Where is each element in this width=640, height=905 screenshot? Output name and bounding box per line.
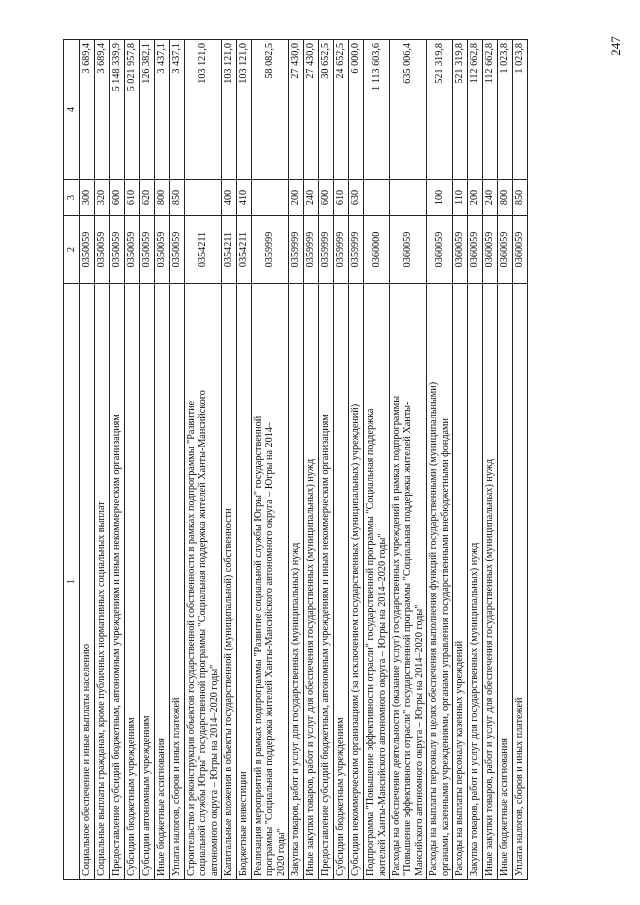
row-name-cell — [483, 284, 498, 880]
header-cell-type: 3 — [64, 180, 80, 216]
row-code-cell: 0350059 — [110, 216, 125, 284]
row-name-line: социальной службы Югры" государственной программы "Социальная поддержка жителей Ханты-Мансийского — [197, 390, 209, 876]
row-type-cell: 240 — [304, 180, 319, 216]
row-sum-cell: 1 023,8 — [498, 40, 513, 180]
row-code-cell: 0360059 — [453, 216, 468, 284]
row-code-cell: 0360000 — [364, 216, 390, 284]
budget-table-rotated — [63, 40, 526, 880]
table-row — [319, 40, 334, 880]
row-type-cell: 200 — [468, 180, 483, 216]
row-name-line: Закупка товаров, работ и услуг для государственных (муниципальных) нужд — [290, 542, 302, 876]
row-name-cell — [125, 284, 140, 880]
table-row — [170, 40, 185, 880]
table-row — [390, 40, 427, 880]
row-name-cell — [390, 284, 427, 880]
row-name-line: 2020 годы" — [275, 828, 287, 876]
row-code-cell: 0350059 — [95, 216, 110, 284]
row-code-cell: 0350059 — [80, 216, 95, 284]
row-type-cell: 600 — [110, 180, 125, 216]
row-name-line: Субсидии бюджетным учреждениям — [335, 717, 347, 876]
row-code-cell: 0350059 — [140, 216, 155, 284]
row-name-cell — [110, 284, 125, 880]
row-name-cell — [222, 284, 237, 880]
row-type-cell: 600 — [319, 180, 334, 216]
row-name-line: Капитальные вложения в объекты государственной (муниципальной) собственности — [223, 508, 235, 876]
table-row — [304, 40, 319, 880]
row-sum-cell: 3 437,1 — [155, 40, 170, 180]
table-row — [453, 40, 468, 880]
row-sum-cell: 24 652,5 — [334, 40, 349, 180]
row-name-cell — [364, 284, 390, 880]
row-sum-cell: 1 023,8 — [513, 40, 528, 180]
table-row — [80, 40, 95, 880]
row-type-cell: 610 — [334, 180, 349, 216]
page-number: 247 — [608, 36, 623, 56]
row-code-cell: 0360059 — [390, 216, 427, 284]
table-row — [125, 40, 140, 880]
row-sum-cell: 1 113 603,6 — [364, 40, 390, 180]
row-type-cell: 240 — [483, 180, 498, 216]
row-name-cell — [170, 284, 185, 880]
row-name-line: Подпрограмма "Повышение эффективности отрасли" государственной программы "Социальная поддержка — [365, 408, 377, 876]
row-sum-cell: 3 437,1 — [170, 40, 185, 180]
row-name-cell — [513, 284, 528, 880]
row-name-line: "Повышение эффективности отрасли" государственной программы "Социальная поддержка жителей Ханты- — [402, 401, 414, 876]
row-name-line: Субсидии некоммерческим организациям (за исключением государственных (муниципальных) учреждений) — [350, 403, 362, 876]
table-row — [110, 40, 125, 880]
row-type-cell: 300 — [80, 180, 95, 216]
table-row — [468, 40, 483, 880]
row-type-cell: 320 — [95, 180, 110, 216]
row-name-cell — [498, 284, 513, 880]
row-type-cell: 800 — [498, 180, 513, 216]
row-name-line: Бюджетные инвестиции — [238, 771, 250, 876]
table-row — [513, 40, 528, 880]
row-name-cell — [468, 284, 483, 880]
row-code-cell: 0360059 — [483, 216, 498, 284]
row-name-line: Строительство и реконструкция объектов государственной собственности в рамках подпрограммы "Развитие — [185, 400, 197, 876]
table-row — [95, 40, 110, 880]
row-name-cell — [289, 284, 304, 880]
table-row — [155, 40, 170, 880]
row-sum-cell: 5 021 957,8 — [125, 40, 140, 180]
row-code-cell: 0359999 — [334, 216, 349, 284]
row-type-cell — [390, 180, 427, 216]
row-code-cell: 0354211 — [185, 216, 222, 284]
row-code-cell: 0359999 — [349, 216, 364, 284]
row-type-cell: 410 — [237, 180, 252, 216]
row-name-cell — [304, 284, 319, 880]
row-name-line: Предоставление субсидий бюджетным, автономным учреждениям и иным некоммерческим организациям — [320, 414, 332, 876]
table-row — [334, 40, 349, 880]
row-name-line: Иные закупки товаров, работ и услуг для обеспечения государственных (муниципальных) нужд — [484, 458, 496, 876]
table-row — [237, 40, 252, 880]
row-sum-cell: 521 319,8 — [427, 40, 453, 180]
row-name-line: Расходы на выплаты персоналу казенных учреждений — [454, 640, 466, 876]
row-type-cell: 620 — [140, 180, 155, 216]
row-sum-cell: 27 430,0 — [304, 40, 319, 180]
row-type-cell — [252, 180, 289, 216]
row-name-cell — [140, 284, 155, 880]
row-name-line: Социальные выплаты гражданам, кроме публичных нормативных социальных выплат — [96, 501, 108, 876]
row-code-cell: 0350059 — [125, 216, 140, 284]
row-code-cell: 0350059 — [155, 216, 170, 284]
row-code-cell: 0359999 — [319, 216, 334, 284]
header-cell-name: 1 — [64, 284, 80, 880]
header-cell-code: 2 — [64, 216, 80, 284]
row-type-cell: 800 — [155, 180, 170, 216]
row-sum-cell: 3 689,4 — [95, 40, 110, 180]
row-type-cell — [185, 180, 222, 216]
row-code-cell: 0354211 — [222, 216, 237, 284]
table-row — [140, 40, 155, 880]
row-name-cell — [155, 284, 170, 880]
row-name-cell — [185, 284, 222, 880]
row-name-line: Иные бюджетные ассигнования — [156, 738, 168, 876]
header-row — [64, 40, 80, 880]
row-sum-cell: 112 662,8 — [483, 40, 498, 180]
row-type-cell: 400 — [222, 180, 237, 216]
budget-table — [63, 39, 528, 880]
row-type-cell: 200 — [289, 180, 304, 216]
row-code-cell: 0350059 — [170, 216, 185, 284]
row-type-cell: 110 — [453, 180, 468, 216]
row-name-line: Субсидии бюджетным учреждениям — [126, 717, 138, 876]
row-code-cell: 0360059 — [427, 216, 453, 284]
row-sum-cell: 635 006,4 — [390, 40, 427, 180]
row-name-cell — [453, 284, 468, 880]
row-code-cell: 0360059 — [498, 216, 513, 284]
table-row — [349, 40, 364, 880]
row-name-cell — [80, 284, 95, 880]
row-name-line: органами, казенными учреждениями, органами управления государственными внебюджетными фондами — [439, 418, 451, 876]
row-name-cell — [319, 284, 334, 880]
row-name-line: Реализация мероприятий в рамках подпрограммы "Развитие социальной службы Югры" государственной — [252, 415, 264, 876]
row-sum-cell: 103 121,0 — [185, 40, 222, 180]
row-name-line: автономного округа – Югры на 2014–2020 годы" — [208, 664, 220, 876]
table-body — [80, 40, 528, 880]
row-sum-cell: 27 430,0 — [289, 40, 304, 180]
row-code-cell: 0359999 — [252, 216, 289, 284]
row-name-line: Иные закупки товаров, работ и услуг для обеспечения государственных (муниципальных) нужд — [305, 458, 317, 876]
row-sum-cell: 5 148 339,9 — [110, 40, 125, 180]
row-code-cell: 0360059 — [468, 216, 483, 284]
row-name-line: Расходы на выплаты персоналу в целях обеспечения выполнения функций государственными (муниципальными) — [428, 381, 440, 876]
row-type-cell: 850 — [170, 180, 185, 216]
table-row — [498, 40, 513, 880]
table-row — [483, 40, 498, 880]
row-type-cell: 100 — [427, 180, 453, 216]
row-code-cell: 0359999 — [304, 216, 319, 284]
table-row — [427, 40, 453, 880]
row-code-cell: 0360059 — [513, 216, 528, 284]
row-sum-cell: 103 121,0 — [237, 40, 252, 180]
row-type-cell: 850 — [513, 180, 528, 216]
row-type-cell — [364, 180, 390, 216]
row-name-cell — [334, 284, 349, 880]
row-type-cell: 610 — [125, 180, 140, 216]
row-name-line: Уплата налогов, сборов и иных платежей — [514, 697, 526, 876]
row-name-line: Иные бюджетные ассигнования — [499, 738, 511, 876]
table-row — [252, 40, 289, 880]
row-name-line: Предоставление субсидий бюджетным, автономным учреждениям и иным некоммерческим организациям — [111, 414, 123, 876]
row-sum-cell: 6 000,0 — [349, 40, 364, 180]
row-sum-cell: 126 382,1 — [140, 40, 155, 180]
row-name-cell — [237, 284, 252, 880]
table-row — [222, 40, 237, 880]
row-sum-cell: 58 082,5 — [252, 40, 289, 180]
table-row — [289, 40, 304, 880]
row-name-line: программы "Социальная поддержка жителей Ханты-Мансийского автономного округа – Югры на 2014– — [264, 421, 276, 876]
row-sum-cell: 103 121,0 — [222, 40, 237, 180]
row-name-line: Социальное обеспечение и иные выплаты населению — [81, 643, 93, 876]
row-name-cell — [349, 284, 364, 880]
table-row — [364, 40, 390, 880]
row-name-line: жителей Ханты-Мансийского автономного округа – Югры на 2014–2020 годы" — [376, 533, 388, 876]
row-name-line: Расходы на обеспечение деятельности (оказание услуг) государственных учреждений в рамках подпрограммы — [390, 395, 402, 876]
row-name-line: Закупка товаров, работ и услуг для государственных (муниципальных) нужд — [469, 542, 481, 876]
row-sum-cell: 3 689,4 — [80, 40, 95, 180]
header-cell-sum: 4 — [64, 40, 80, 180]
row-name-line: Субсидии автономным учреждениям — [141, 715, 153, 876]
row-sum-cell: 521 319,8 — [453, 40, 468, 180]
row-name-cell — [95, 284, 110, 880]
row-sum-cell: 112 662,8 — [468, 40, 483, 180]
row-name-line: Мансийского автономного округа – Югры на 2014–2020 годы" — [413, 604, 425, 876]
row-type-cell: 630 — [349, 180, 364, 216]
table-row — [185, 40, 222, 880]
row-name-cell — [427, 284, 453, 880]
row-name-cell — [252, 284, 289, 880]
row-name-line: Уплата налогов, сборов и иных платежей — [171, 697, 183, 876]
row-code-cell: 0354211 — [237, 216, 252, 284]
row-sum-cell: 30 652,5 — [319, 40, 334, 180]
row-code-cell: 0359999 — [289, 216, 304, 284]
